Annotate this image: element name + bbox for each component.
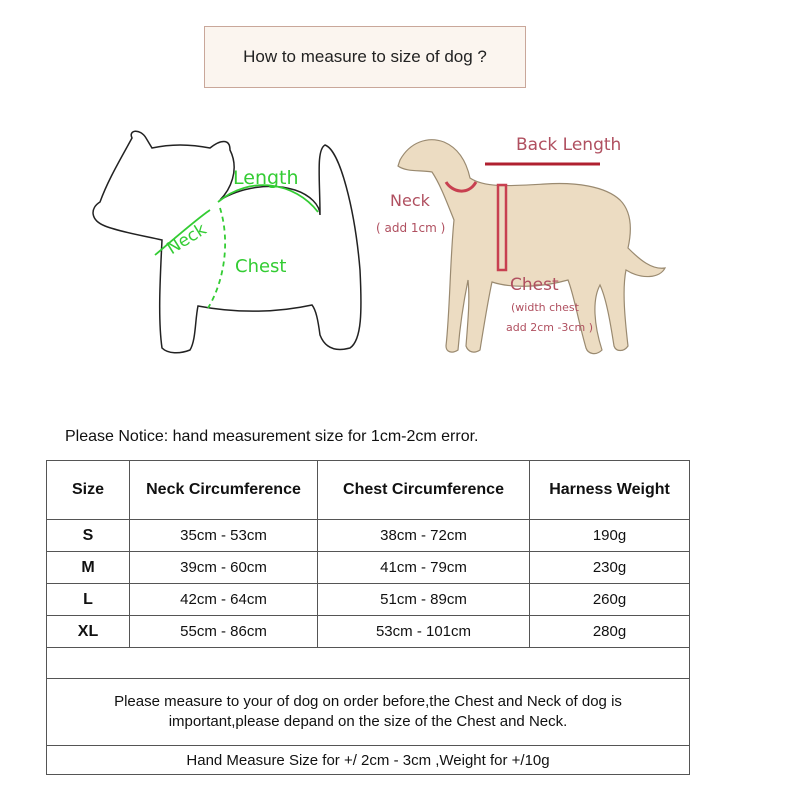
- blank-row: [47, 648, 690, 679]
- weight-cell: 190g: [530, 520, 690, 552]
- page-title: How to measure to size of dog ?: [243, 47, 487, 66]
- neck-cell: 55cm - 86cm: [130, 616, 318, 648]
- header-neck-circumference: Neck Circumference: [130, 461, 318, 520]
- neck-cell: 39cm - 60cm: [130, 552, 318, 584]
- weight-cell: 280g: [530, 616, 690, 648]
- length-measure-line: [218, 185, 318, 212]
- table-row: [47, 584, 690, 616]
- chest-cell: 38cm - 72cm: [318, 520, 530, 552]
- weight-cell: 260g: [530, 584, 690, 616]
- neck-label-right: Neck: [390, 191, 430, 210]
- size-cell: S: [47, 520, 130, 552]
- chest-cell: 53cm - 101cm: [318, 616, 530, 648]
- size-cell: M: [47, 552, 130, 584]
- title-box: [204, 26, 526, 88]
- measure-note: Please measure to your of dog on order before,the Chest and Neck of dog is important,please depand on the size of the Chest and Neck.: [47, 679, 690, 746]
- measurement-notice: Please Notice: hand measurement size for 1cm-2cm error.: [65, 428, 479, 445]
- size-chart-table: [46, 460, 690, 775]
- dog-silhouette-figure: [370, 120, 680, 370]
- tolerance-note: Hand Measure Size for +/ 2cm - 3cm ,Weight for +/10g: [47, 746, 690, 775]
- neck-cell: 42cm - 64cm: [130, 584, 318, 616]
- weight-cell: 230g: [530, 552, 690, 584]
- chest-note-line-1: (width chest: [511, 301, 579, 314]
- chest-cell: 51cm - 89cm: [318, 584, 530, 616]
- chest-label-right: Chest: [510, 275, 559, 295]
- size-cell: L: [47, 584, 130, 616]
- cartoon-dog-figure: [80, 120, 380, 370]
- table-row: [47, 552, 690, 584]
- chest-cell: 41cm - 79cm: [318, 552, 530, 584]
- header-chest-circumference: Chest Circumference: [318, 461, 530, 520]
- note-row: [47, 679, 690, 746]
- chest-note-line-2: add 2cm -3cm ): [506, 321, 593, 334]
- neck-cell: 35cm - 53cm: [130, 520, 318, 552]
- cartoon-dog-outline: [93, 131, 361, 353]
- blank-cell: [47, 648, 690, 679]
- chest-measure-line: [208, 208, 225, 308]
- header-size: Size: [47, 461, 130, 520]
- back-length-label: Back Length: [516, 135, 622, 155]
- footer-row: [47, 746, 690, 775]
- table-row: [47, 616, 690, 648]
- neck-label: Neck: [163, 219, 211, 259]
- chest-label: Chest: [235, 256, 287, 277]
- length-label: Length: [233, 167, 299, 189]
- table-header-row: [47, 461, 690, 520]
- size-cell: XL: [47, 616, 130, 648]
- header-harness-weight: Harness Weight: [530, 461, 690, 520]
- table-row: [47, 520, 690, 552]
- neck-note: ( add 1cm ): [376, 221, 446, 235]
